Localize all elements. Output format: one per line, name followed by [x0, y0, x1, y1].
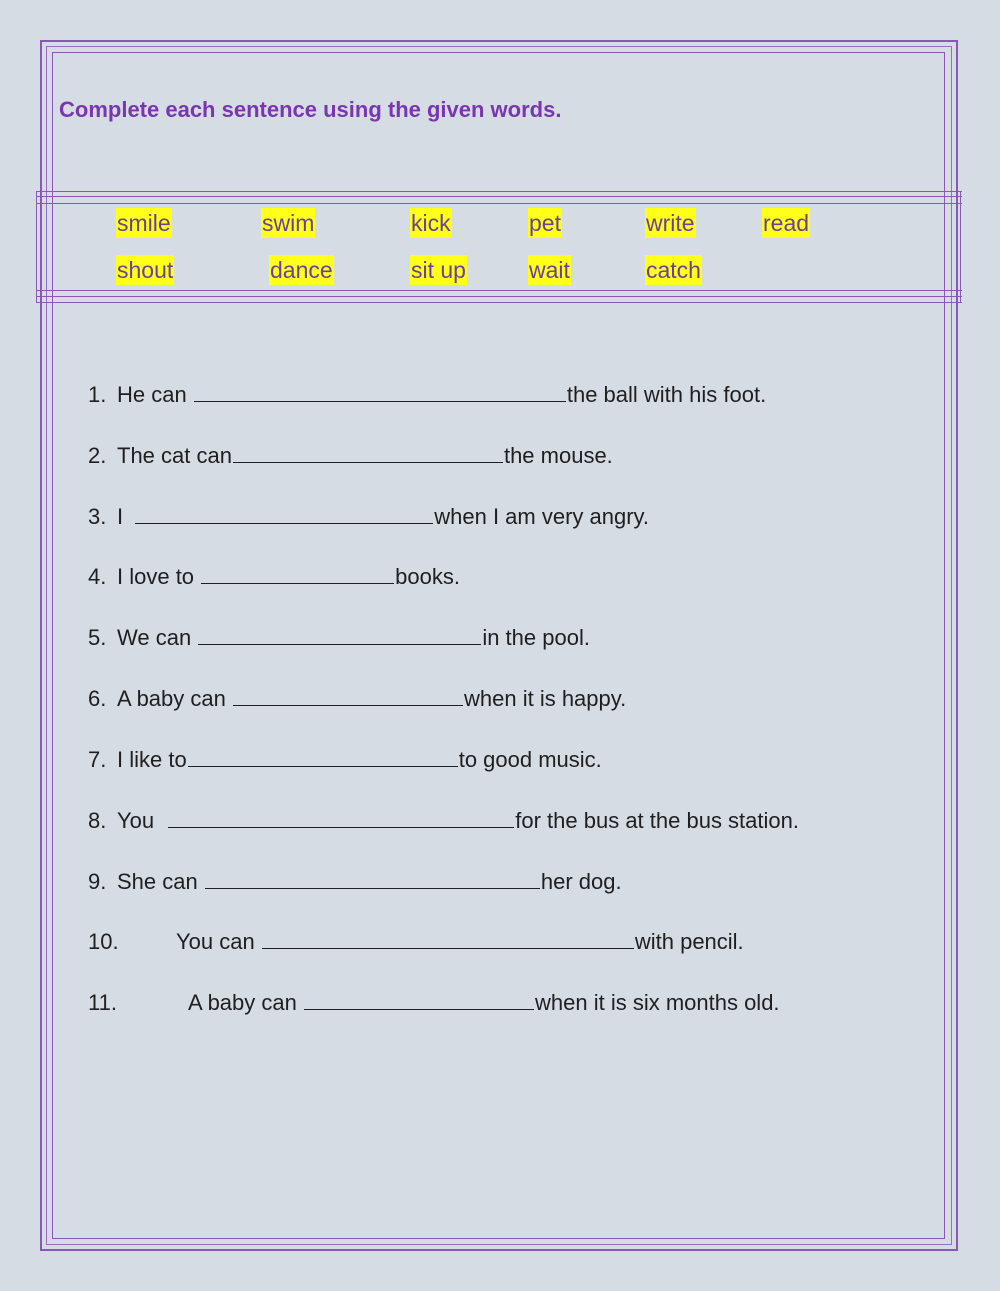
sentence-11 — [88, 989, 780, 1016]
sentence-number: 5. — [88, 625, 107, 650]
sentence-number: 8. — [88, 808, 107, 833]
sentence-text-after: the mouse. — [503, 443, 613, 468]
word-bank-right-edge — [960, 191, 961, 303]
answer-blank[interactable] — [194, 381, 566, 402]
sentence-text-before: A baby can — [117, 686, 226, 711]
sentence-5 — [88, 624, 590, 651]
word-dance: dance — [270, 257, 333, 283]
sentence-text-before: He can — [117, 382, 187, 407]
word-bank-top-line-2 — [36, 196, 962, 197]
sentence-text-after: books. — [395, 564, 460, 589]
answer-blank[interactable] — [233, 442, 503, 463]
answer-blank[interactable] — [198, 624, 481, 645]
sentence-text-before: I love to — [117, 564, 195, 589]
sentence-text-after: when I am very angry. — [434, 504, 650, 529]
word-read: read — [763, 210, 810, 236]
word-bank-top-line-3 — [36, 203, 962, 204]
sentence-10 — [88, 928, 744, 955]
sentence-text-before: She can — [117, 869, 198, 894]
sentence-text-before: A baby can — [188, 990, 297, 1015]
sentence-1 — [88, 381, 766, 408]
answer-blank[interactable] — [205, 868, 540, 889]
sentence-text-before: We can — [117, 625, 192, 650]
sentence-text-before: The cat can — [117, 443, 232, 468]
word-sit-up: sit up — [411, 257, 466, 283]
sentence-4 — [88, 563, 460, 590]
word-catch: catch — [646, 257, 701, 283]
answer-blank[interactable] — [135, 503, 433, 524]
sentence-text-after: to good music. — [458, 747, 602, 772]
sentence-number: 4. — [88, 564, 107, 589]
sentence-8 — [88, 807, 799, 834]
sentence-text-before: I like to — [117, 747, 187, 772]
answer-blank[interactable] — [233, 685, 463, 706]
answer-blank[interactable] — [304, 989, 534, 1010]
sentence-text-before: You — [117, 808, 155, 833]
sentence-number: 2. — [88, 443, 107, 468]
answer-blank[interactable] — [262, 928, 634, 949]
sentence-text-after: her dog. — [540, 869, 622, 894]
sentence-number: 11. — [88, 990, 117, 1015]
sentence-text-after: in the pool. — [482, 625, 590, 650]
word-smile: smile — [117, 210, 171, 236]
sentence-3 — [88, 503, 649, 530]
sentence-text-after: with pencil. — [634, 929, 744, 954]
worksheet-title: Complete each sentence using the given words. — [59, 97, 562, 122]
word-pet: pet — [529, 210, 561, 236]
answer-blank[interactable] — [188, 746, 458, 767]
word-swim: swim — [262, 210, 315, 236]
sentence-text-after: for the bus at the bus station. — [515, 808, 799, 833]
word-bank-top-line-1 — [36, 191, 962, 192]
word-shout: shout — [117, 257, 174, 283]
sentence-9 — [88, 868, 622, 895]
sentence-number: 7. — [88, 747, 107, 772]
sentence-6 — [88, 685, 626, 712]
sentence-text-before: You can — [176, 929, 255, 954]
sentence-7 — [88, 746, 602, 773]
sentence-number: 3. — [88, 504, 107, 529]
word-bank-left-edge — [36, 191, 37, 303]
word-bank-bottom-line-1 — [36, 290, 962, 291]
sentence-text-before: I — [117, 504, 124, 529]
sentence-number: 6. — [88, 686, 107, 711]
sentence-2 — [88, 442, 613, 469]
word-bank-bottom-line-2 — [36, 296, 962, 297]
word-bank-bottom-line-3 — [36, 302, 962, 303]
sentence-text-after: when it is six months old. — [535, 990, 780, 1015]
sentence-text-after: the ball with his foot. — [566, 382, 767, 407]
sentence-number: 1. — [88, 382, 107, 407]
word-kick: kick — [411, 210, 451, 236]
word-wait: wait — [529, 257, 570, 283]
sentence-text-after: when it is happy. — [464, 686, 627, 711]
sentence-number: 10. — [88, 929, 119, 954]
sentence-number: 9. — [88, 869, 107, 894]
answer-blank[interactable] — [201, 563, 394, 584]
answer-blank[interactable] — [168, 807, 514, 828]
word-write: write — [646, 210, 695, 236]
